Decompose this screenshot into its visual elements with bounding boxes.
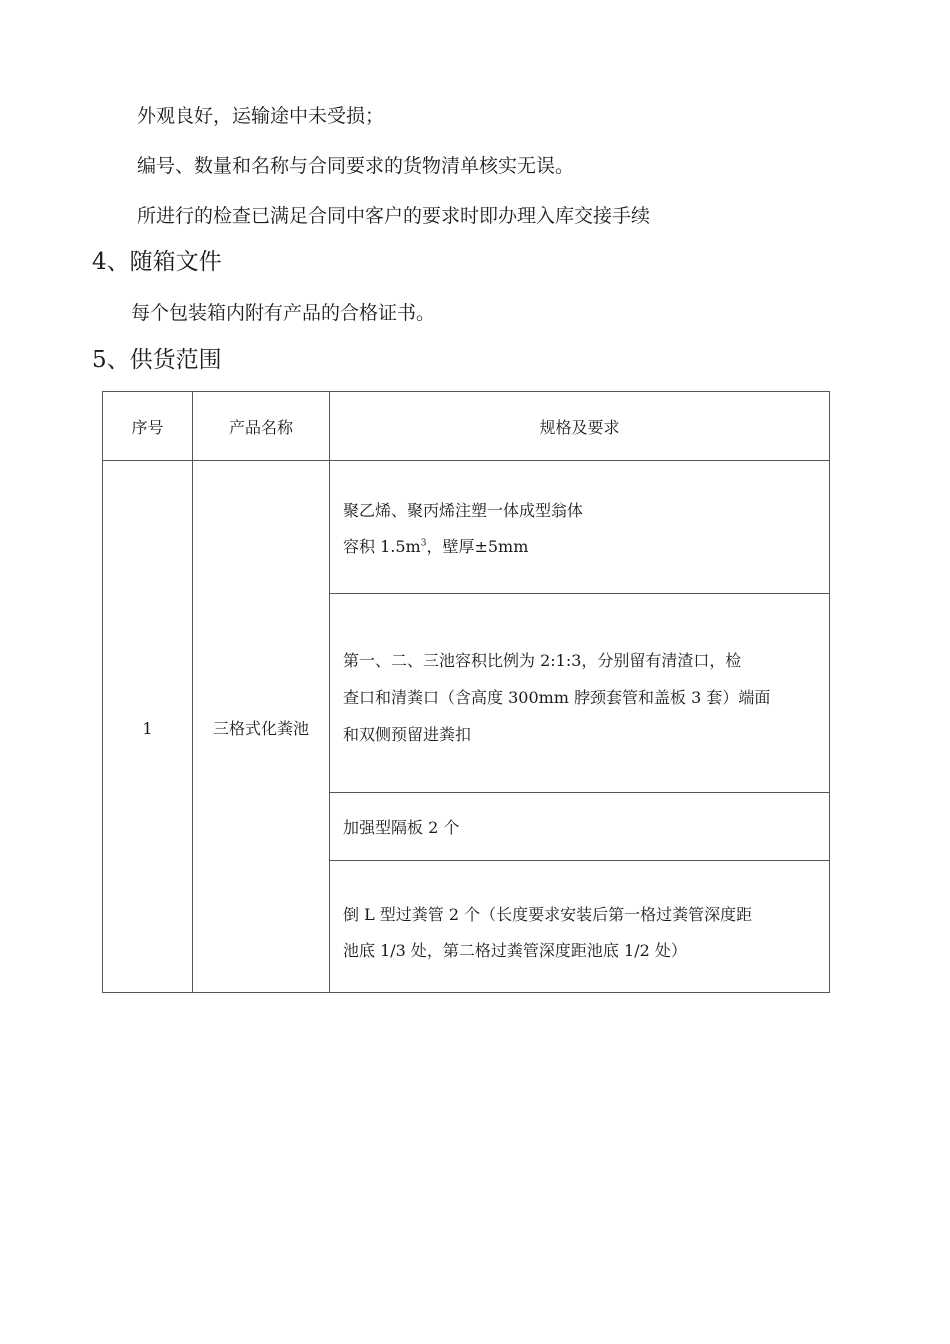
header-product-name: 产品名称 [228, 418, 293, 437]
spec-ratio-line-3: 和双侧预留进粪扣 [343, 725, 472, 744]
section-4-text: 每个包装箱内附有产品的合格证书。 [131, 302, 436, 324]
spec-ratio-line-1: 第一、二、三池容积比例为 2:1:3，分别留有清渣口，检 [343, 651, 742, 670]
spec-ratio-line-2: 查口和清粪口（含高度 300mm 脖颈套管和盖板 3 套）端面 [343, 688, 771, 707]
table-divider [329, 593, 829, 594]
spec-pipe-line-1: 倒 L 型过粪管 2 个（长度要求安装后第一格过粪管深度距 [343, 905, 753, 924]
paragraph-quantity-check: 编号、数量和名称与合同要求的货物清单核实无误。 [137, 155, 575, 177]
header-specs: 规格及要求 [539, 418, 620, 437]
row-index: 1 [142, 719, 153, 738]
spec-volume: 容积 $1.5m^3$，壁厚±5mm [343, 537, 529, 556]
table-divider [329, 860, 829, 861]
section-5-heading: 5、供货范围 [92, 347, 222, 373]
spec-material: 聚乙烯、聚丙烯注塑一体成型翁体 [343, 501, 584, 520]
supply-scope-table [102, 391, 830, 993]
table-divider [192, 392, 193, 992]
table-divider [329, 392, 330, 992]
paragraph-appearance: 外观良好，运输途中未受损； [137, 105, 385, 127]
header-index: 序号 [131, 418, 164, 437]
row-product-name: 三格式化粪池 [212, 719, 309, 738]
paragraph-inspection: 所进行的检查已满足合同中客户的要求时即办理入库交接手续 [137, 205, 651, 227]
table-divider [329, 792, 829, 793]
section-4-heading: 4、随箱文件 [92, 249, 222, 275]
table-divider [103, 460, 829, 461]
spec-partition: 加强型隔板 2 个 [343, 818, 460, 837]
spec-pipe-line-2: 池底 1/3 处，第二格过粪管深度距池底 1/2 处） [343, 941, 687, 960]
